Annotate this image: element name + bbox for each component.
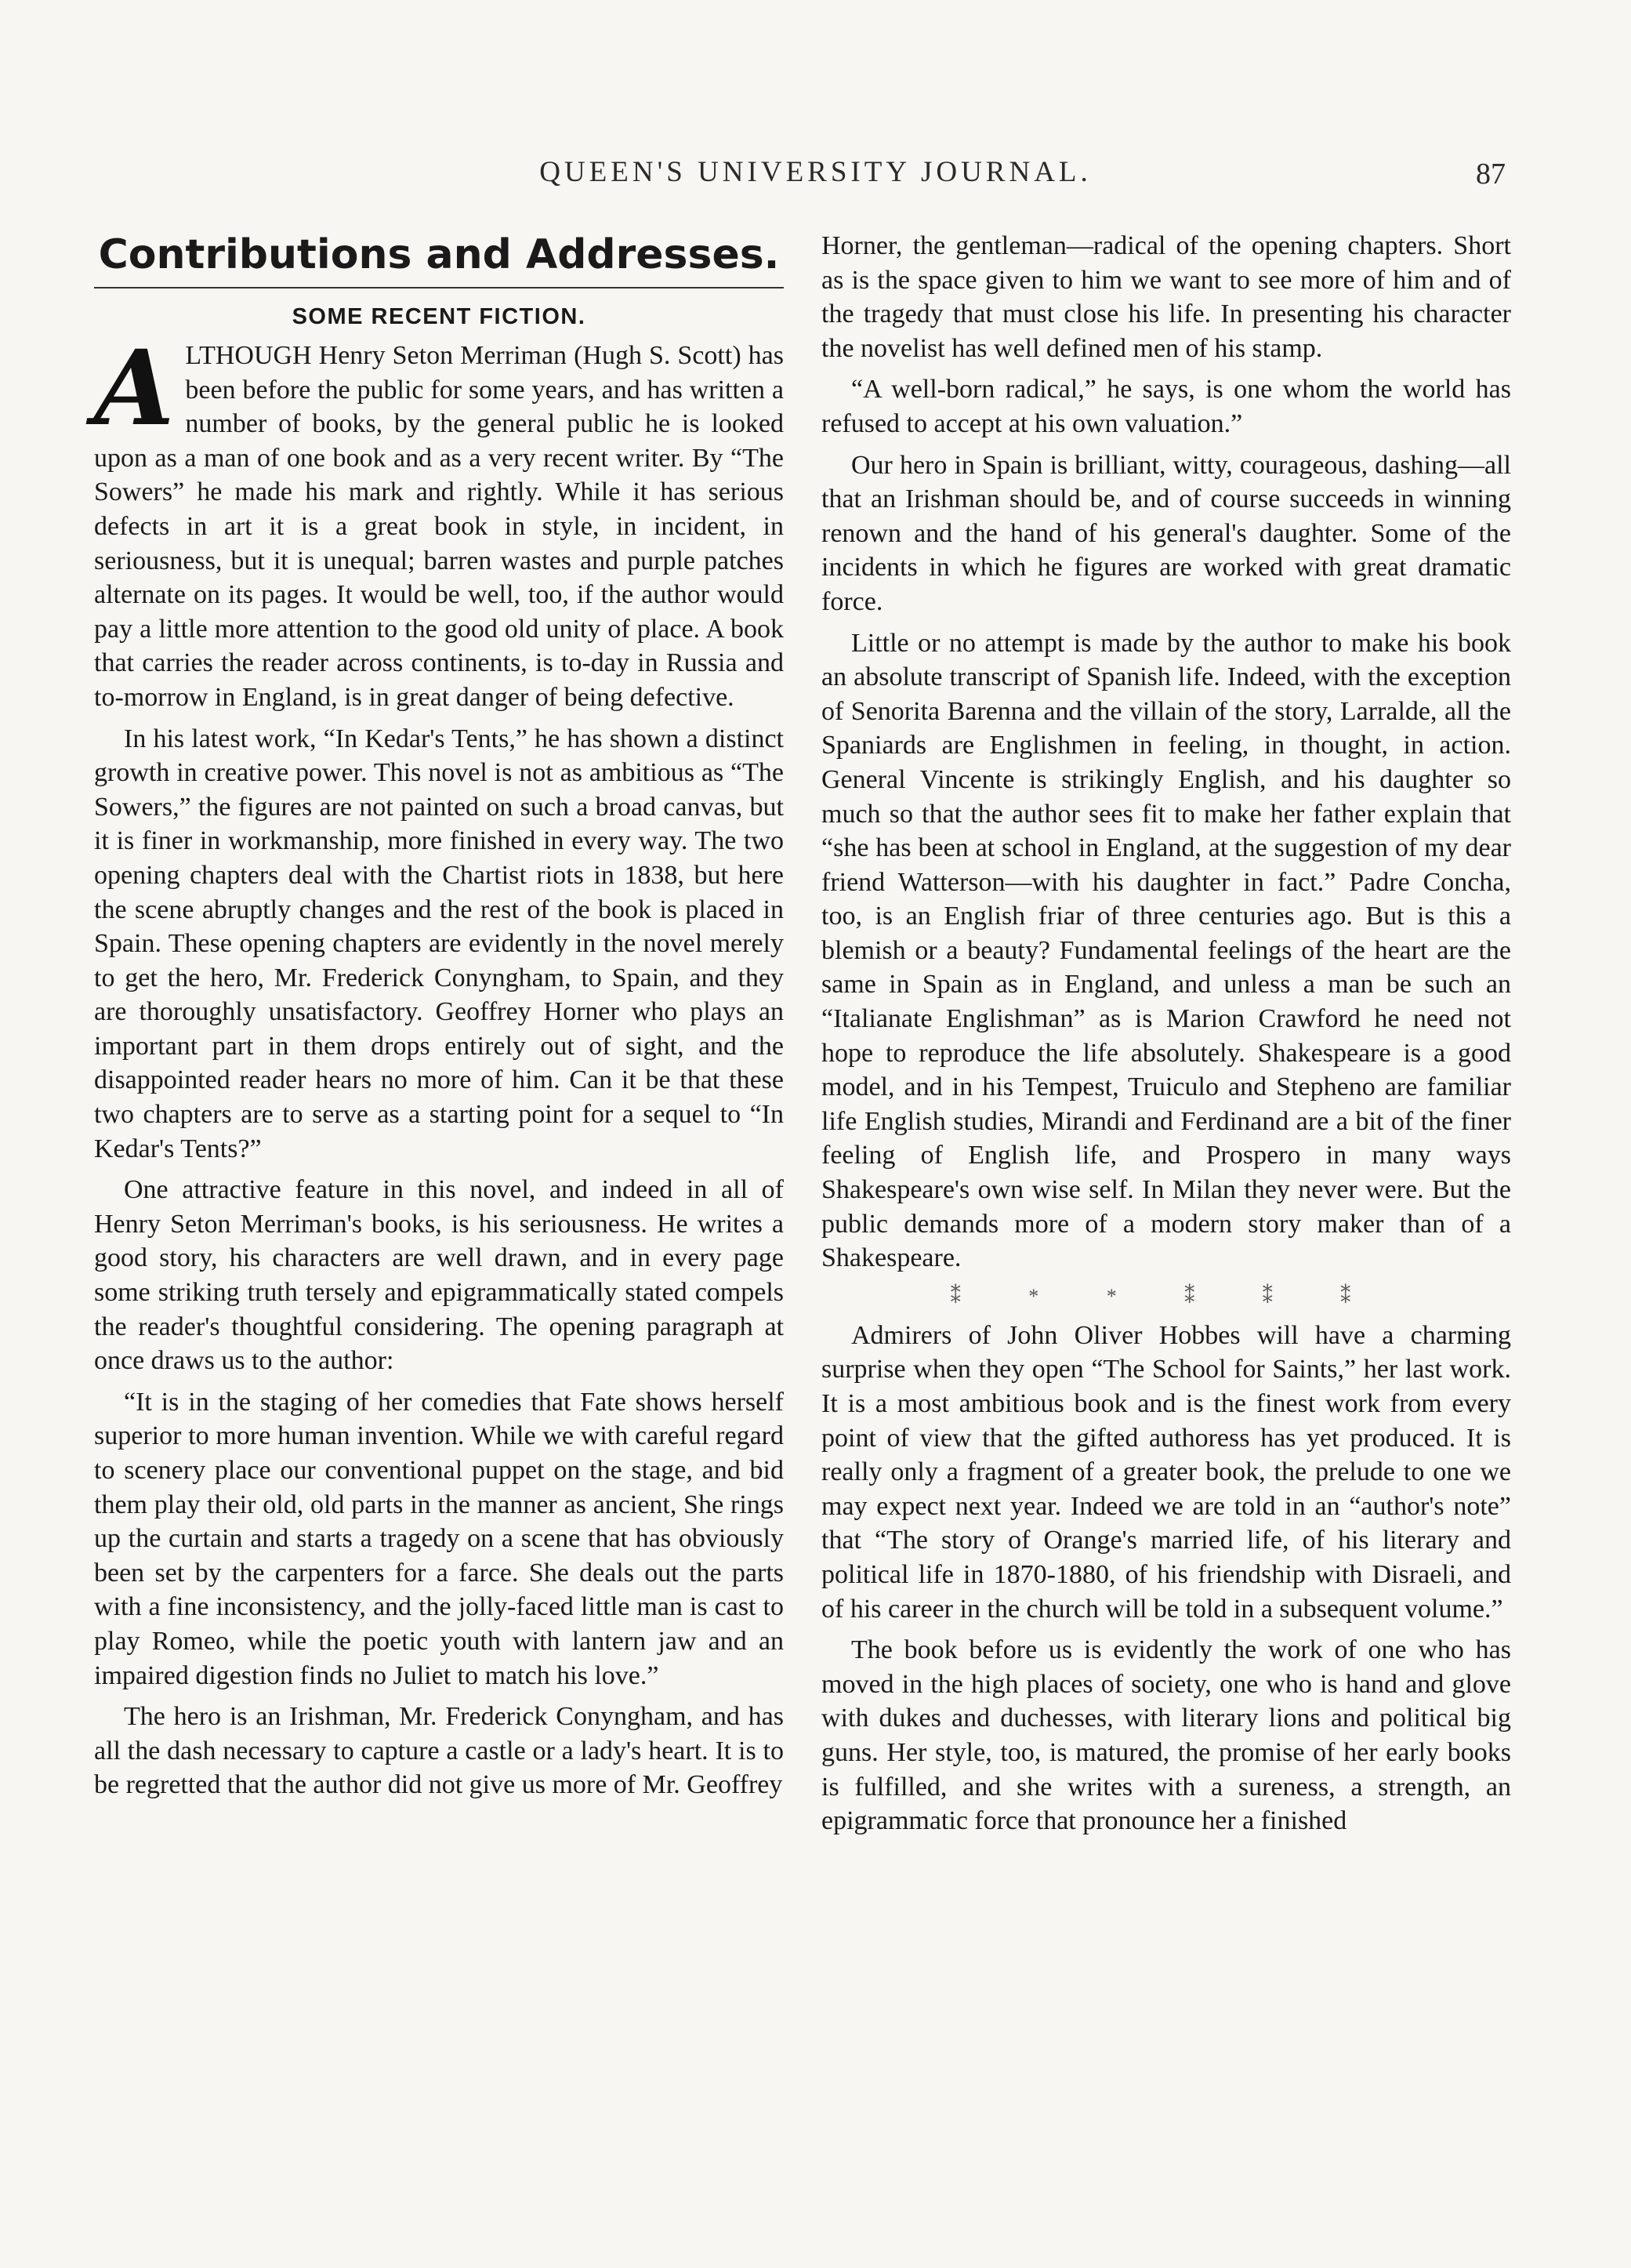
- paragraph-text: LTHOUGH Henry Seton Merriman (Hugh S. Scott) has been before the public for some years, and has written a number of books, by the general public he is looked upon as a man of one book and as a very recent writer. By “The Sowers” he made his mark and rightly. While it has serious defects in art it is a great book in style, in incident, in seriousness, but it is unequal; barren wastes and purple patches alternate on its pages. It would be well, too, if the author would pay a little more attention to the good old unity of place. A book that carries the reader across continents, is to-day in Russia and to-morrow in England, is in great danger of being defective.: [94, 341, 784, 712]
- paragraph: The book before us is evidently the work of one who has moved in the high places of society, one who is hand and glove with dukes and duchesses, with literary lions and political big guns. Her style, too, is matured, the promise of her early books is fulfilled, and she writes with a sureness, a strength, an epigrammatic force that pronounce her a finished: [821, 1635, 1511, 1836]
- block-quote: “It is in the staging of her comedies that Fate shows herself superior to more human invention. While we with careful regard to scenery place our conventional puppet on the stage, and bid them play their old, old parts in the manner as ancient, She rings up the curtain and starts a tragedy on a scene that has obviously been set by the carpenters for a farce. She deals out the parts with a fine inconsistency, and the jolly-faced little man is cast to play Romeo, while the poetic youth with lantern jaw and an impaired digestion finds no Juliet to match his love.”: [94, 1387, 784, 1690]
- drop-cap: A: [94, 328, 175, 449]
- section-rule: [94, 287, 784, 288]
- section-ornament: ⁑ * * ⁑ ⁑ ⁑: [950, 1284, 1383, 1308]
- right-column: [821, 229, 1511, 1845]
- paragraph: [94, 328, 784, 715]
- running-title: QUEEN'S UNIVERSITY JOURNAL.: [539, 156, 1092, 188]
- paragraph: Little or no attempt is made by the author to make his book an absolute transcript of Spanish life. Indeed, with the exception of Senorita Barenna and the villain of the story, Larralde, all the Spaniards are Englishmen in feeling, in thought, in action. General Vincente is strikingly English, and his daughter so much so that the author sees fit to make her father explain that “she has been at school in England, at the suggestion of my dear friend Watterson—with his daughter in fact.” Padre Concha, too, is an English friar of three centuries ago. But is this a blemish or a beauty? Fundamental feelings of the heart are the same in Spain as in England, and unless a man be such an “Italianate Englishman” as is Marion Crawford he need not hope to reproduce the life absolutely. Shakespeare is a good model, and in his Tempest, Truiculo and Stepheno are familiar life English studies, Mirandi and Ferdinand are a bit of the finer feeling of English life, and Prospero in many ways Shakespeare's own wise self. In Milan they never were. But the public demands more of a modern story maker than of a Shakespeare.: [821, 628, 1511, 1273]
- running-head: [0, 155, 1631, 194]
- paragraph: In his latest work, “In Kedar's Tents,” he has shown a distinct growth in creative power. This novel is not as ambitious as “The Sowers,” the figures are not painted on such a broad canvas, but it is finer in workmanship, more finished in every way. The two opening chapters deal with the Chartist riots in 1838, but here the scene abruptly changes and the rest of the book is placed in Spain. These opening chapters are evidently in the novel merely to get the hero, Mr. Frederick Conyngham, to Spain, and they are thoroughly unsatisfactory. Geoffrey Horner who plays an important part in them drops entirely out of sight, and the disappointed reader hears no more of him. Can it be that these two chapters are to serve as a starting point for a sequel to “In Kedar's Tents?”: [94, 724, 784, 1163]
- quote: “A well-born radical,” he says, is one whom the world has refused to accept at his own valuation.”: [821, 375, 1511, 438]
- paragraph: Our hero in Spain is brilliant, witty, courageous, dashing—all that an Irishman should be, and of course succeeds in winning renown and the hand of his general's daughter. Some of the incidents in which he figures are worked with great dramatic force.: [821, 450, 1511, 616]
- paragraph: Admirers of John Oliver Hobbes will have a charming surprise when they open “The School for Saints,” her last work. It is a most ambitious book and is the finest work from every point of view that the gifted authoress has yet produced. It is really only a fragment of a greater book, the prelude to one we may expect next year. Indeed we are told in an “author's note” that “The story of Orange's married life, of his literary and political life in 1870-1880, of his friendship with Disraeli, and of his career in the church will be told in a subsequent volume.”: [821, 1320, 1511, 1624]
- section-heading: Contributions and Addresses.: [98, 231, 780, 278]
- paragraph: Horner, the gentleman—radical of the opening chapters. Short as is the space given to him we want to see more of him and of the tragedy that must close his life. In presenting his character the novelist has well defined men of his stamp.: [821, 231, 1511, 363]
- paragraph: The hero is an Irishman, Mr. Frederick Conyngham, and has all the dash necessary to capture a castle or a lady's heart. It is to be regretted that the author did not give us more of Mr. Geoffrey: [94, 1702, 784, 1800]
- article-title: SOME RECENT FICTION.: [292, 304, 586, 329]
- page-number: 87: [1476, 158, 1506, 191]
- left-column: [94, 227, 784, 1809]
- paragraph: One attractive feature in this novel, and indeed in all of Henry Seton Merriman's books, is his seriousness. He writes a good story, his characters are well drawn, and in every page some striking truth tersely and epigrammatically stated compels the reader's thoughtful considering. The opening paragraph at once draws us to the author:: [94, 1175, 784, 1376]
